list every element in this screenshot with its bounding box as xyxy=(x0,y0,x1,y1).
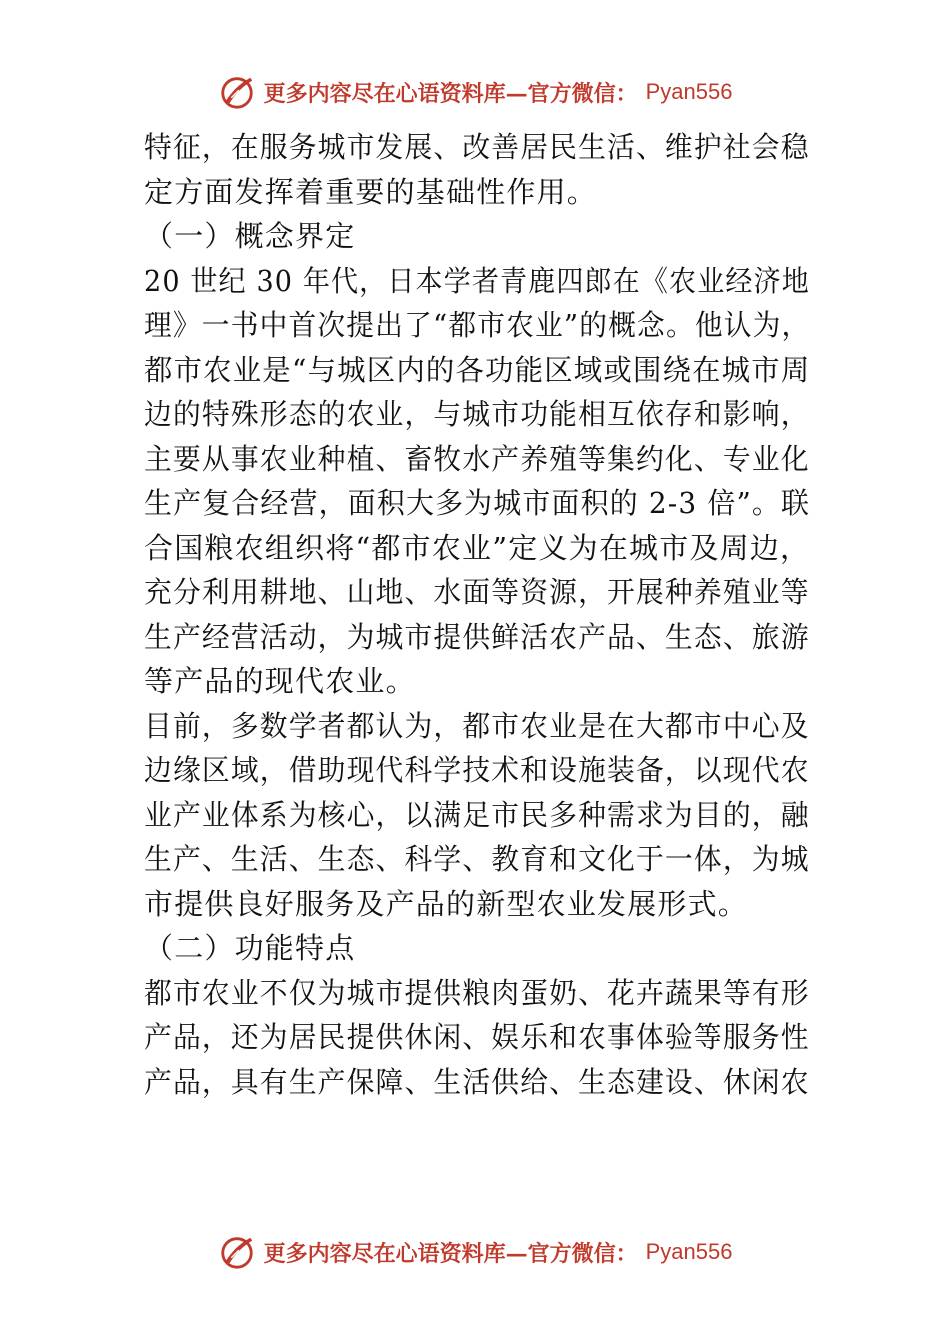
text-line: 特征，在服务城市发展、改善居民生活、维护社会稳 xyxy=(144,130,810,164)
text-line: 合国粮农组织将“都市农业”定义为在城市及周边， xyxy=(144,530,811,565)
document-body xyxy=(144,125,810,1104)
text-line: 20 世纪 30 年代，日本学者青鹿四郎在《农业经济地 xyxy=(144,263,810,298)
banner-slogan: 更多内容尽在心语资料库—官方微信： xyxy=(263,1240,638,1267)
text-line: 目前，多数学者都认为，都市农业是在大都市中心及 xyxy=(144,708,810,743)
banner-slogan: 更多内容尽在心语资料库—官方微信： xyxy=(263,80,638,107)
text-line: 都市农业不仅为城市提供粮肉蛋奶、花卉蔬果等有形 xyxy=(144,975,810,1010)
wechat-id: Pyan556 xyxy=(645,79,733,104)
text-line: 等产品的现代农业。 xyxy=(144,664,416,698)
text-line: 理》一书中首次提出了“都市农业”的概念。他认为， xyxy=(144,308,811,342)
text-line: 边的特殊形态的农业，与城市功能相互依存和影响， xyxy=(144,397,810,431)
text-line: 充分利用耕地、山地、水面等资源，开展种养殖业等 xyxy=(144,575,810,609)
wechat-id: Pyan556 xyxy=(645,1239,733,1264)
text-line: 主要从事农业种植、畜牧水产养殖等集约化、专业化 xyxy=(144,441,810,476)
footer-banner xyxy=(0,1230,950,1274)
text-line: 生产复合经营，面积大多为城市面积的 2-3 倍”。联 xyxy=(144,486,811,520)
text-line: 边缘区域，借助现代科学技术和设施装备，以现代农 xyxy=(144,753,810,787)
text-line: 产品，具有生产保障、生活供给、生态建设、休闲农 xyxy=(144,1064,810,1099)
text-line: 都市农业是“与城区内的各功能区域或围绕在城市周 xyxy=(144,352,811,387)
header-banner xyxy=(0,70,950,114)
text-line: 市提供良好服务及产品的新型农业发展形式。 xyxy=(144,886,749,921)
text-line: 产品，还为居民提供休闲、娱乐和农事体验等服务性 xyxy=(144,1020,810,1054)
text-line: 业产业体系为核心，以满足市民多种需求为目的，融 xyxy=(144,797,810,832)
pen-logo-icon xyxy=(218,1233,256,1271)
pen-logo-icon xyxy=(218,73,256,111)
text-line: 生产、生活、生态、科学、教育和文化于一体，为城 xyxy=(144,842,810,876)
section-heading: （二）功能特点 xyxy=(144,931,356,965)
text-line: 生产经营活动，为城市提供鲜活农产品、生态、旅游 xyxy=(144,619,810,654)
section-heading: （一）概念界定 xyxy=(144,219,356,253)
text-line: 定方面发挥着重要的基础性作用。 xyxy=(144,174,598,209)
